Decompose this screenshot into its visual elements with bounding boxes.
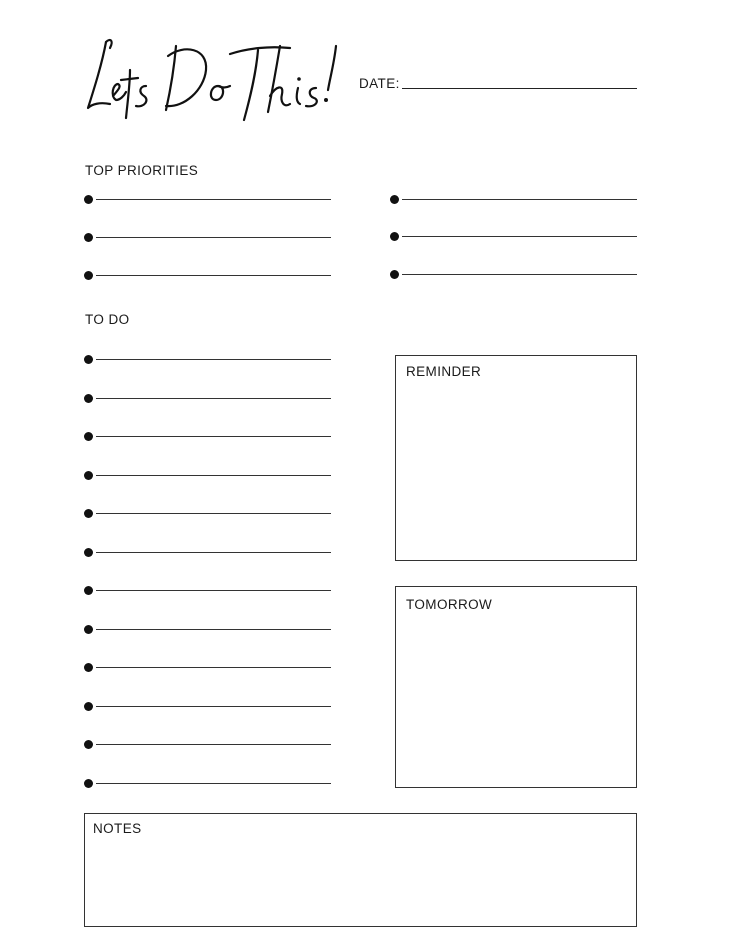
reminder-box[interactable] [395, 355, 637, 561]
bullet-icon [84, 233, 93, 242]
todo-heading: TO DO [85, 312, 130, 327]
writing-line [96, 552, 331, 553]
bullet-icon [84, 586, 93, 595]
top-priorities-heading: TOP PRIORITIES [85, 163, 199, 178]
writing-line [96, 629, 331, 630]
script-title-lettering [80, 34, 345, 126]
bullet-icon [84, 471, 93, 480]
bullet-icon [84, 548, 93, 557]
todo-line-7[interactable] [84, 586, 331, 596]
bullet-icon [84, 355, 93, 364]
reminder-heading: REMINDER [406, 364, 482, 379]
priority-line-left-1[interactable] [84, 195, 331, 205]
todo-line-8[interactable] [84, 625, 331, 635]
priority-line-right-1[interactable] [390, 195, 637, 205]
writing-line [96, 359, 331, 360]
writing-line [96, 590, 331, 591]
todo-line-4[interactable] [84, 471, 331, 481]
bullet-icon [84, 271, 93, 280]
bullet-icon [84, 432, 93, 441]
writing-line [96, 744, 331, 745]
writing-line [96, 398, 331, 399]
todo-line-6[interactable] [84, 548, 331, 558]
bullet-icon [390, 270, 399, 279]
bullet-icon [84, 509, 93, 518]
bullet-icon [84, 394, 93, 403]
writing-line [96, 199, 331, 200]
priority-line-left-2[interactable] [84, 233, 331, 243]
bullet-icon [84, 195, 93, 204]
bullet-icon [84, 779, 93, 788]
priority-line-right-3[interactable] [390, 270, 637, 280]
date-line[interactable] [402, 88, 637, 89]
writing-line [402, 199, 637, 200]
notes-heading: NOTES [93, 821, 142, 836]
todo-line-10[interactable] [84, 702, 331, 712]
todo-line-11[interactable] [84, 740, 331, 750]
tomorrow-heading: TOMORROW [406, 597, 493, 612]
writing-line [96, 275, 331, 276]
bullet-icon [84, 740, 93, 749]
date-label: DATE: [359, 76, 400, 91]
writing-line [96, 475, 331, 476]
writing-line [96, 237, 331, 238]
priority-line-left-3[interactable] [84, 271, 331, 281]
writing-line [96, 706, 331, 707]
writing-line [96, 436, 331, 437]
page-title [80, 34, 345, 126]
writing-line [402, 236, 637, 237]
writing-line [96, 513, 331, 514]
priority-line-right-2[interactable] [390, 232, 637, 242]
bullet-icon [390, 232, 399, 241]
todo-line-2[interactable] [84, 394, 331, 404]
writing-line [96, 667, 331, 668]
bullet-icon [390, 195, 399, 204]
todo-line-3[interactable] [84, 432, 331, 442]
bullet-icon [84, 625, 93, 634]
todo-line-5[interactable] [84, 509, 331, 519]
todo-line-12[interactable] [84, 779, 331, 789]
todo-line-1[interactable] [84, 355, 331, 365]
notes-box[interactable] [84, 813, 637, 927]
bullet-icon [84, 702, 93, 711]
todo-line-9[interactable] [84, 663, 331, 673]
writing-line [402, 274, 637, 275]
writing-line [96, 783, 331, 784]
bullet-icon [84, 663, 93, 672]
tomorrow-box[interactable] [395, 586, 637, 788]
